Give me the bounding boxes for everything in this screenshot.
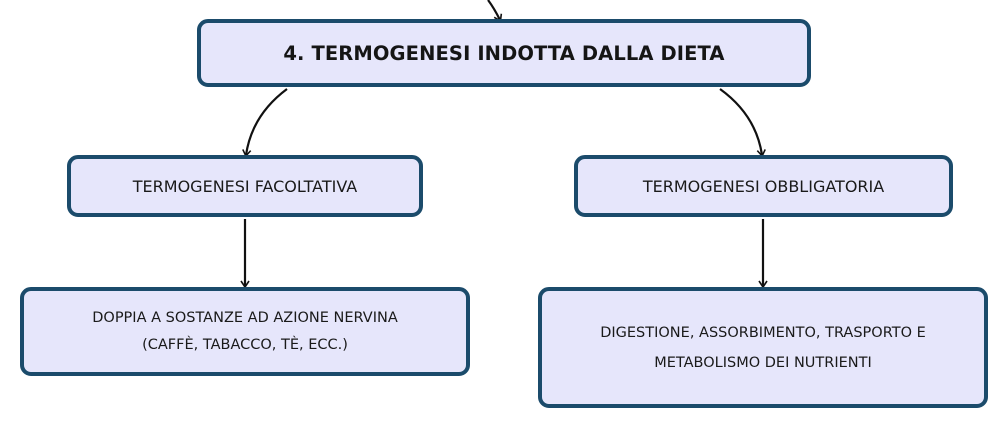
branch-node-facoltativa-label: TERMOGENESI FACOLTATIVA (132, 176, 358, 196)
branch-node-obbligatoria (574, 155, 953, 217)
branch-node-obbligatoria-label: TERMOGENESI OBBLIGATORIA (642, 176, 885, 196)
connector-root-to-facoltativa (246, 89, 287, 155)
root-node (197, 19, 811, 87)
branch-node-facoltativa (67, 155, 423, 217)
leaf-node-digestione-label: DIGESTIONE, ASSORBIMENTO, TRASPORTO E METABOLISMO DEI NUTRIENTI (600, 324, 926, 371)
leaf-node-digestione (538, 287, 988, 408)
leaf-node-doppia (20, 287, 470, 376)
leaf-node-doppia-label: DOPPIA A SOSTANZE AD AZIONE NERVINA (CAFFÈ, TABACCO, TÈ, ECC.) (92, 309, 398, 353)
root-node-label: 4. TERMOGENESI INDOTTA DALLA DIETA (283, 41, 725, 65)
connector-root-to-obbligatoria (720, 89, 762, 155)
incoming-connector (488, 0, 500, 20)
